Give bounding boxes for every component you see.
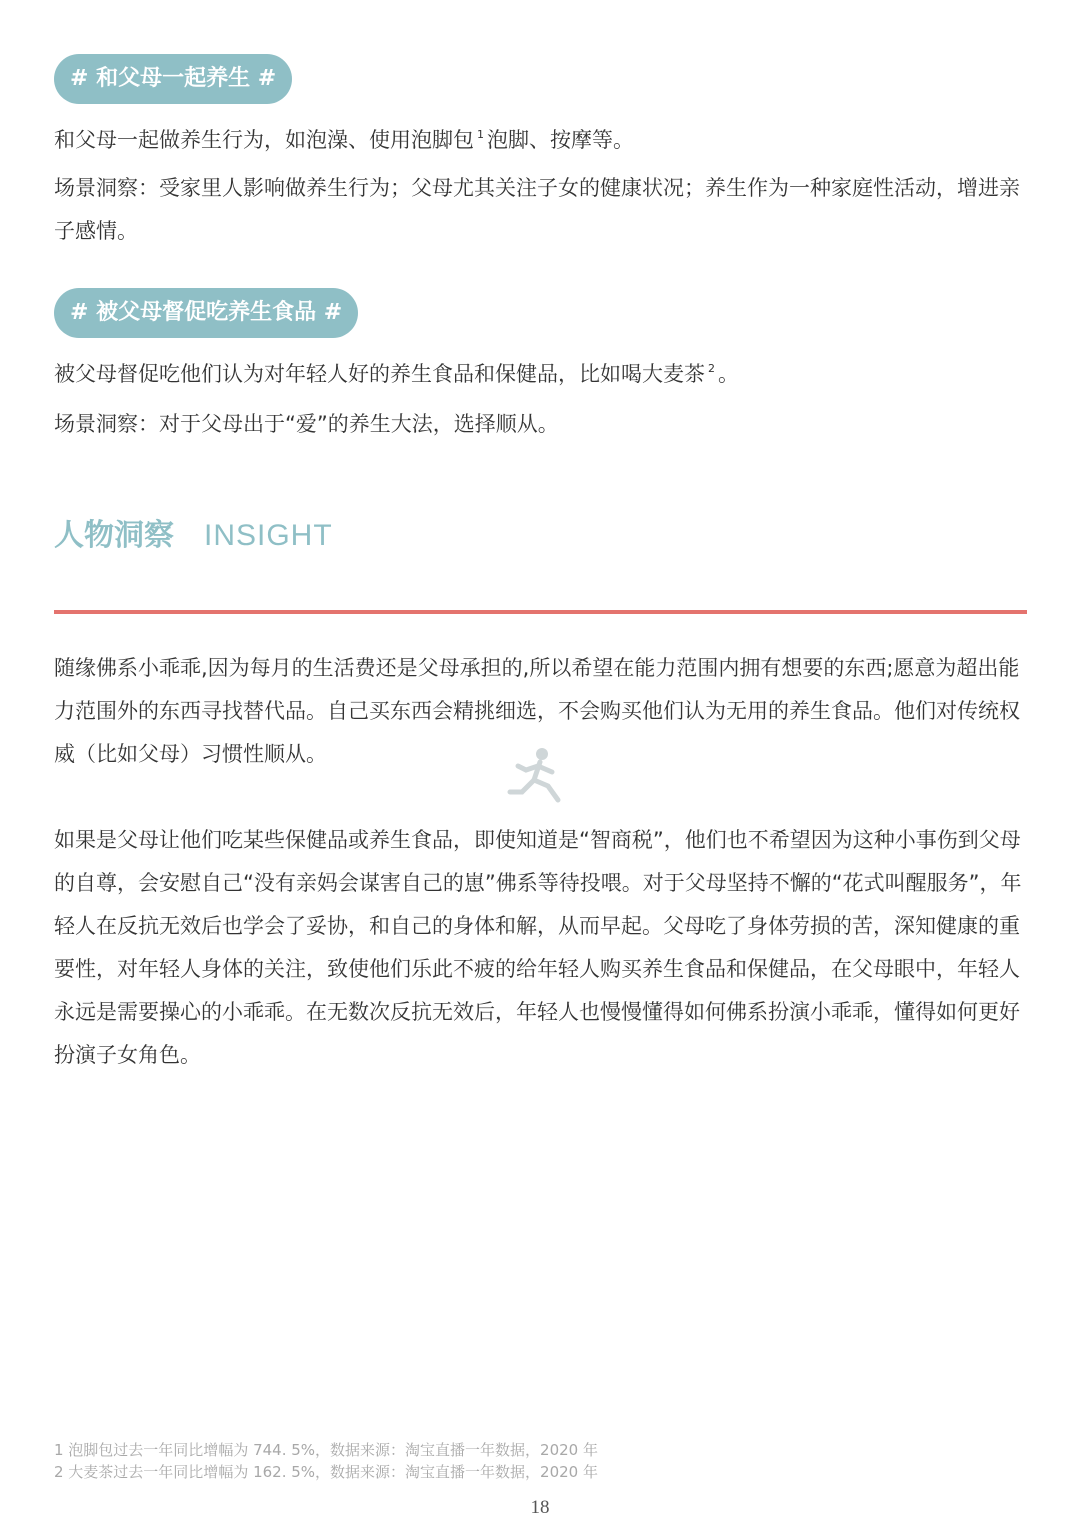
tag-family-wellness: # 和父母一起养生 # bbox=[54, 54, 292, 104]
tag-parents-urge-health-food: # 被父母督促吃养生食品 # bbox=[54, 288, 358, 338]
description-text-end: 。 bbox=[718, 362, 739, 386]
section-divider bbox=[54, 610, 1027, 614]
page-number: 18 bbox=[530, 1497, 550, 1518]
body-paragraph-2: 如果是父母让他们吃某些保健品或养生食品，即使知道是“智商税”，他们也不希望因为这种小事伤到父母的自尊，会安慰自己“没有亲妈会谋害自己的崽”佛系等待投喂。对于父母坚持不懈的“花式叫醒服务”，年轻人在反抗无效后也学会了妥协，和自己的身体和解，从而早起。父母吃了身体劳损的苦，深知健康的重要性，对年轻人身体的关注，致使他们乐此不疲的给年轻人购买养生食品和保健品，在父母眼中，年轻人永远是需要操心的小乖乖。在无数次反抗无效后，年轻人也慢慢懂得如何佛系扮演小乖乖，懂得如何更好扮演子女角色。 bbox=[54, 828, 1022, 1067]
family-wellness-insight: 场景洞察：受家里人影响做养生行为；父母尤其关注子女的健康状况；养生作为一种家庭性活动，增进亲子感情。 bbox=[54, 176, 1020, 243]
footnote-2: 2 大麦茶过去一年同比增幅为 162. 5%，数据来源：淘宝直播一年数据，2020 年 bbox=[54, 1463, 598, 1481]
section-heading bbox=[54, 510, 333, 554]
parents-urge-insight: 场景洞察：对于父母出于“爱”的养生大法，选择顺从。 bbox=[54, 412, 559, 436]
description-text-end: 泡脚、按摩等。 bbox=[487, 128, 634, 152]
description-text: 被父母督促吃他们认为对年轻人好的养生食品和保健品，比如喝大麦茶 bbox=[54, 362, 705, 386]
footnotes bbox=[54, 1439, 598, 1483]
footnote-ref-1: 1 bbox=[477, 128, 484, 141]
heading-chinese: 人物洞察 bbox=[54, 518, 174, 553]
body-paragraph-1: 随缘佛系小乖乖,因为每月的生活费还是父母承担的,所以希望在能力范围内拥有想要的东西;愿意为超出能力范围外的东西寻找替代品。自己买东西会精挑细选，不会购买他们认为无用的养生食品。他们对传统权威（比如父母）习惯性顺从。 bbox=[54, 656, 1020, 766]
footnote-1: 1 泡脚包过去一年同比增幅为 744. 5%，数据来源：淘宝直播一年数据，2020 年 bbox=[54, 1441, 598, 1459]
heading-english: INSIGHT bbox=[204, 519, 333, 552]
description-text: 和父母一起做养生行为，如泡澡、使用泡脚包 bbox=[54, 128, 474, 152]
parents-urge-description bbox=[54, 353, 1034, 396]
running-figure-icon bbox=[502, 746, 572, 808]
footnote-ref-2: 2 bbox=[708, 362, 715, 375]
family-wellness-description bbox=[54, 119, 1034, 162]
